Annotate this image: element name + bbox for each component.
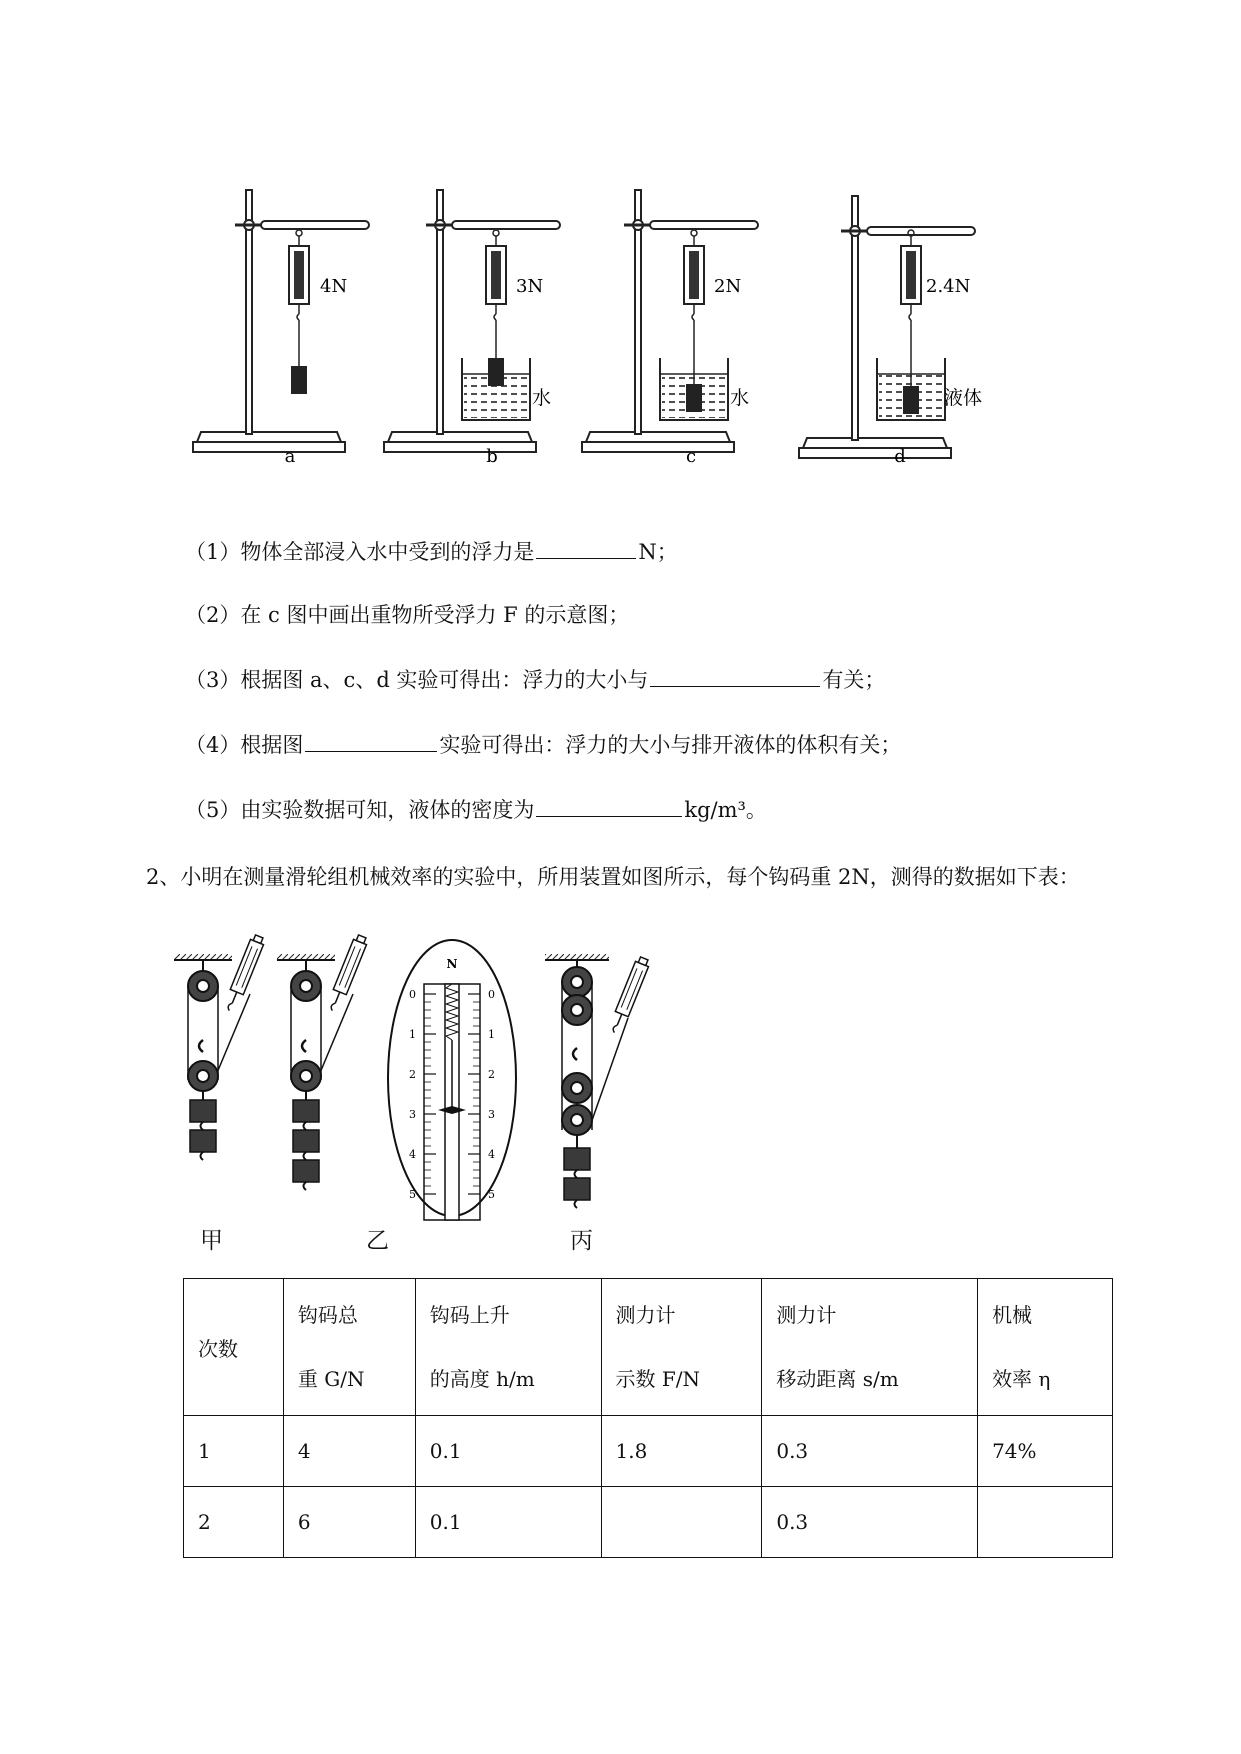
data-table [183, 1278, 1113, 1558]
answer-blank-1[interactable] [536, 536, 636, 559]
sub-question-3: （3）根据图 a、c、d 实验可得出：浮力的大小与 有关； [185, 664, 885, 695]
answer-blank-4[interactable] [305, 729, 437, 752]
dial-tick-label: 5 [409, 1188, 416, 1201]
table-cell: 6 [283, 1487, 415, 1558]
table-cell: 74% [978, 1416, 1113, 1487]
table-row [184, 1416, 1113, 1487]
table-cell[interactable] [601, 1487, 762, 1558]
liquid-label-b: 水 [532, 387, 552, 409]
table-cell: 1.8 [601, 1416, 762, 1487]
pulley-system-jia [174, 934, 266, 1160]
dial-tick-label: 1 [409, 1028, 416, 1041]
table-row [184, 1487, 1113, 1558]
panel-label-c: c [685, 446, 697, 467]
sub-question-5: （5）由实验数据可知，液体的密度为 kg/m³。 [185, 794, 767, 825]
dial-tick-label: 3 [409, 1108, 416, 1121]
table-cell: 2 [184, 1487, 284, 1558]
panel-label-d: d [894, 446, 906, 467]
table-cell: 0.3 [762, 1487, 978, 1558]
header-cell: 次数 [184, 1279, 284, 1416]
pulley-experiment-figure [0, 930, 720, 1230]
pulley-system-bing [545, 954, 651, 1208]
dial-tick-label: 5 [488, 1188, 495, 1201]
dial-unit: N [446, 957, 458, 971]
scale-reading-c: 2N [714, 276, 742, 297]
liquid-label-d: 液体 [944, 387, 983, 409]
pulley-system-yi [277, 934, 369, 1190]
dial-tick-label: 4 [409, 1148, 416, 1161]
sub-question-4: （4）根据图 实验可得出：浮力的大小与排开液体的体积有关； [185, 729, 901, 760]
dial-tick-label: 4 [488, 1148, 495, 1161]
panel-label-a: a [284, 446, 296, 467]
sub-question-2: （2）在 c 图中画出重物所受浮力 F 的示意图； [185, 603, 630, 627]
table-cell: 4 [283, 1416, 415, 1487]
header-cell: 钩码上升 的高度 h/m [415, 1279, 601, 1416]
liquid-label-c: 水 [730, 387, 750, 409]
panel-label-b: b [486, 446, 498, 467]
sub-question-1: （1）物体全部浸入水中受到的浮力是 N； [185, 536, 678, 567]
header-cell: 测力计 移动距离 s/m [762, 1279, 978, 1416]
scale-reading-a: 4N [320, 276, 348, 297]
question-2-text: 2、小明在测量滑轮组机械效率的实验中，所用装置如图所示，每个钩码重 2N，测得的数据如下表： [146, 865, 1080, 889]
scale-reading-b: 3N [516, 276, 544, 297]
spring-scale-dial [388, 940, 516, 1220]
dial-tick-label: 3 [488, 1108, 495, 1121]
dial-tick-label: 2 [488, 1068, 495, 1081]
caption-jia: 甲 [200, 1228, 223, 1254]
table-cell: 0.1 [415, 1416, 601, 1487]
scale-reading-d: 2.4N [926, 276, 971, 297]
caption-yi: 乙 [366, 1228, 389, 1254]
dial-tick-label: 0 [409, 988, 416, 1001]
answer-blank-5[interactable] [536, 794, 682, 817]
table-cell: 1 [184, 1416, 284, 1487]
header-cell: 机械 效率 η [978, 1279, 1113, 1416]
table-cell: 0.3 [762, 1416, 978, 1487]
buoyancy-experiment-figure [0, 0, 1241, 480]
header-cell: 钩码总 重 G/N [283, 1279, 415, 1416]
dial-tick-label: 2 [409, 1068, 416, 1081]
table-cell[interactable] [978, 1487, 1113, 1558]
header-cell: 测力计 示数 F/N [601, 1279, 762, 1416]
dial-tick-label: 1 [488, 1028, 495, 1041]
dial-tick-label: 0 [488, 988, 495, 1001]
table-header-row [184, 1279, 1113, 1416]
answer-blank-3[interactable] [650, 664, 820, 687]
caption-bing: 丙 [570, 1228, 593, 1254]
table-cell: 0.1 [415, 1487, 601, 1558]
